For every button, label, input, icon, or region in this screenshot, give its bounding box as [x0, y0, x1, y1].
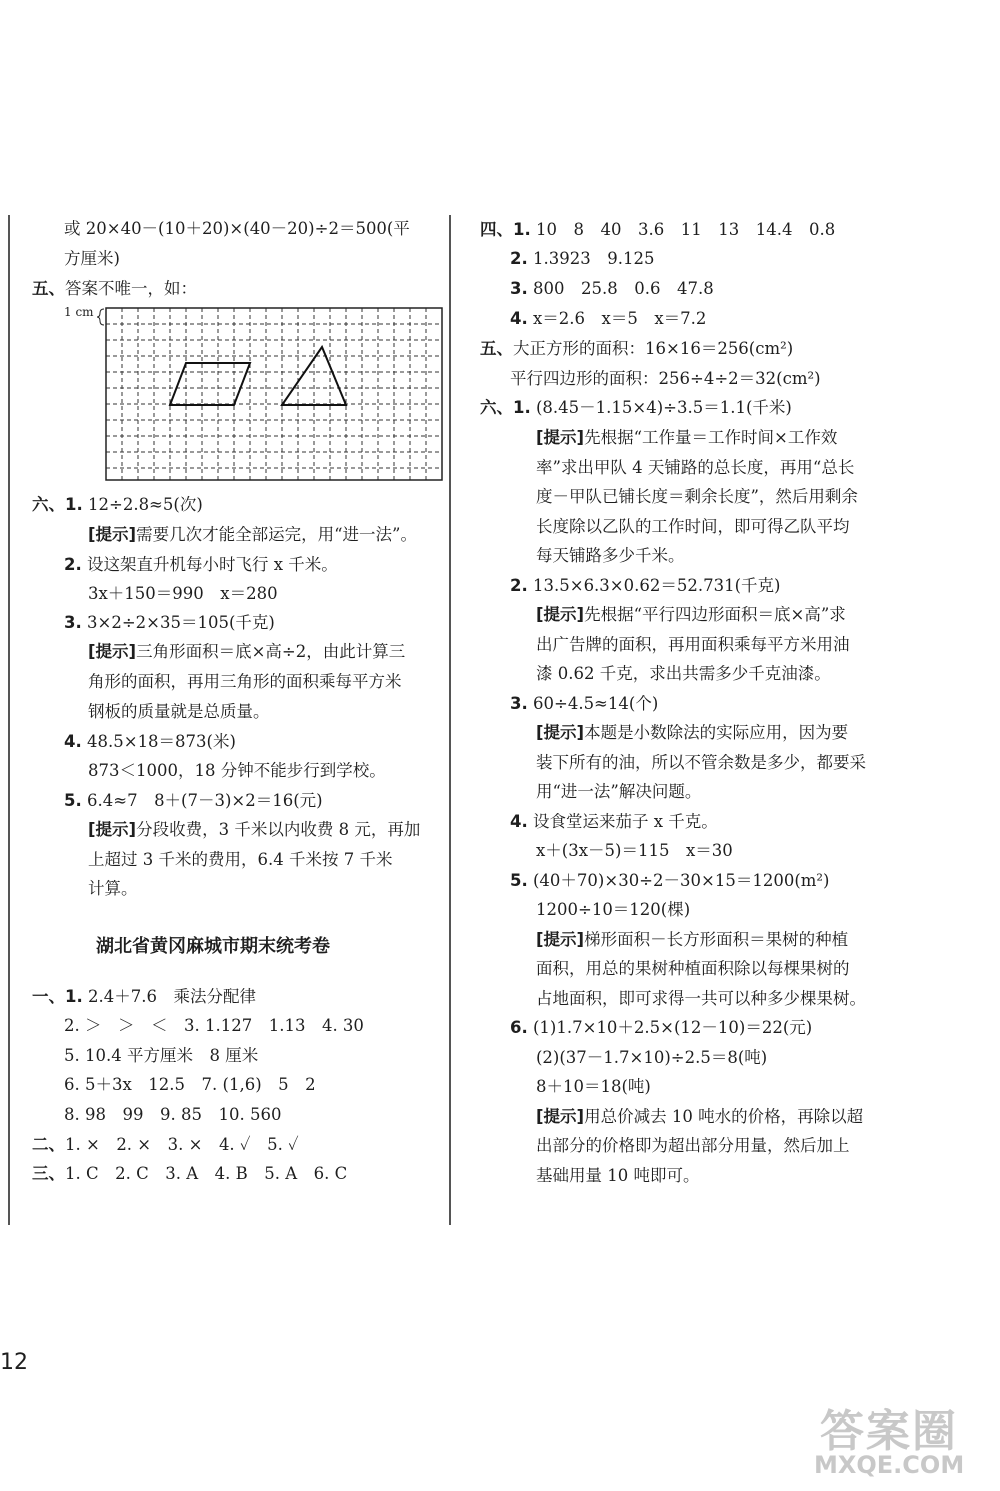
- grid-lines: [106, 308, 442, 480]
- hint-line: [88, 520, 417, 550]
- answer-line: [510, 304, 706, 334]
- section-number: 三、: [32, 1164, 65, 1183]
- answer-line: [510, 1013, 812, 1043]
- answer-text: 3×2÷2×35＝105(千克): [87, 613, 275, 632]
- hint-text: 分段收费，3 千米以内收费 8 元，再加: [136, 820, 421, 839]
- answer-line: [64, 786, 323, 816]
- answer-line: 873＜1000，18 分钟不能步行到学校。: [88, 761, 386, 780]
- exam-title: 湖北省黄冈麻城市期末统考卷: [96, 936, 330, 957]
- question-number: 3.: [510, 279, 528, 298]
- answer-line: 8＋10＝18(吨): [536, 1077, 651, 1096]
- answer-text: 12÷2.8≈5(次): [88, 495, 203, 514]
- section-number: 五、: [480, 339, 513, 358]
- answer-line: (2)(37－1.7×10)÷2.5＝8(吨): [536, 1048, 768, 1067]
- answer-text: x＝2.6 x＝5 x＝7.2: [533, 309, 707, 328]
- question-number: 六、1.: [32, 495, 83, 514]
- hint-label: [提示]: [536, 723, 585, 742]
- hint-text: 先根据“平行四边形面积＝底×高”求: [584, 605, 846, 624]
- hint-line: [536, 1102, 863, 1132]
- answer-text: 2.4＋7.6 乘法分配律: [88, 987, 256, 1006]
- answer-line: x＋(3x－5)＝115 x＝30: [536, 841, 733, 860]
- hint-line: 基础用量 10 吨即可。: [536, 1166, 700, 1185]
- hint-line: 角形的面积，再用三角形的面积乘每平方米: [88, 672, 402, 691]
- grid-scale-label: 1 cm: [64, 305, 94, 319]
- hint-line: 每天铺路多少千米。: [536, 546, 685, 565]
- hint-line: 度－甲队已铺长度＝剩余长度”，然后用剩余: [536, 487, 858, 506]
- answer-text: (1)1.7×10＋2.5×(12－10)＝22(元): [533, 1018, 813, 1037]
- hint-line: [88, 815, 420, 845]
- section-number: 二、: [32, 1135, 65, 1154]
- answer-line: [64, 608, 275, 638]
- hint-label: [提示]: [536, 930, 585, 949]
- answer-text: 设食堂运来茄子 x 千克。: [533, 812, 718, 831]
- watermark-logo: 答案圈: [820, 1406, 958, 1457]
- answer-line: [32, 982, 256, 1012]
- answer-line: [64, 550, 338, 580]
- answer-text: 13.5×6.3×0.62＝52.731(千克): [533, 576, 781, 595]
- hint-line: 出部分的价格即为超出部分用量，然后加上: [536, 1136, 850, 1155]
- watermark: [800, 1395, 995, 1487]
- hint-line: [536, 423, 837, 453]
- hint-line: [536, 925, 848, 955]
- answer-line: [510, 807, 718, 837]
- answer-text: 答案不唯一，如：: [65, 279, 197, 298]
- question-number: 5.: [510, 871, 528, 890]
- hint-line: [536, 718, 848, 748]
- hint-line: 装下所有的油，所以不管余数是多少，都要采: [536, 753, 866, 772]
- answer-line: [480, 334, 793, 364]
- answer-text: 1.3923 9.125: [533, 249, 655, 268]
- answer-text: 10 8 40 3.6 11 13 14.4 0.8: [536, 220, 836, 239]
- answer-line: [64, 727, 236, 757]
- answer-line: [32, 274, 197, 304]
- hint-line: 用“进一法”解决问题。: [536, 782, 702, 801]
- answer-line: [32, 490, 203, 520]
- scale-brace: [97, 309, 104, 325]
- hint-line: 面积，用总的果树种植面积除以每棵果树的: [536, 959, 850, 978]
- answer-text: 6.4≈7 8＋(7－3)×2＝16(元): [87, 791, 323, 810]
- answer-line: [32, 1159, 347, 1189]
- section-number: 一、1.: [32, 987, 83, 1006]
- hint-label: [提示]: [88, 525, 137, 544]
- hint-label: [提示]: [536, 428, 585, 447]
- answer-text: 1. × 2. × 3. × 4. ✓ 5. ✓: [65, 1135, 299, 1154]
- answer-text: 1. C 2. C 3. A 4. B 5. A 6. C: [65, 1164, 348, 1183]
- hint-label: [提示]: [88, 820, 137, 839]
- answer-text: 60÷4.5≈14(个): [533, 694, 659, 713]
- question-number: 2.: [64, 555, 82, 574]
- answer-line: 平行四边形的面积：256÷4÷2＝32(cm²): [510, 369, 821, 388]
- question-number: 3.: [64, 613, 82, 632]
- question-number: 3.: [510, 694, 528, 713]
- grid-svg: [64, 303, 454, 489]
- answer-line: [510, 274, 714, 304]
- hint-line: 占地面积，即可求得一共可以种多少棵果树。: [536, 989, 866, 1008]
- answer-line: 8. 98 99 9. 85 10. 560: [64, 1105, 282, 1124]
- answer-line: 3x＋150＝990 x＝280: [88, 584, 278, 603]
- answer-line: 6. 5＋3x 12.5 7. (1,6) 5 2: [64, 1075, 316, 1094]
- question-number: 4.: [510, 812, 528, 831]
- hint-line: 计算。: [88, 879, 138, 898]
- left-margin-rule: [8, 215, 10, 1225]
- question-number: 6.: [510, 1018, 528, 1037]
- answer-line: [510, 244, 654, 274]
- hint-line: 率”求出甲队 4 天铺路的总长度，再用“总长: [536, 458, 855, 477]
- hint-line: 出广告牌的面积，再用面积乘每平方米用油: [536, 635, 850, 654]
- watermark-site: MXQE.COM: [814, 1451, 965, 1479]
- hint-text: 三角形面积＝底×高÷2，由此计算三: [136, 642, 406, 661]
- answer-line: 1200÷10＝120(棵): [536, 900, 691, 919]
- hint-line: [536, 600, 846, 630]
- question-number: 4.: [510, 309, 528, 328]
- section-number: 四、1.: [480, 220, 531, 239]
- answer-line: [32, 1130, 299, 1160]
- answer-line: 5. 10.4 平方厘米 8 厘米: [64, 1046, 259, 1065]
- page-number: 12: [0, 1350, 28, 1375]
- answer-text: 48.5×18＝873(米): [87, 732, 236, 751]
- hint-label: [提示]: [536, 605, 585, 624]
- hint-label: [提示]: [536, 1107, 585, 1126]
- question-number: 2.: [510, 249, 528, 268]
- answer-text: (8.45－1.15×4)÷3.5＝1.1(千米): [536, 398, 792, 417]
- answer-text: 大正方形的面积：16×16＝256(cm²): [513, 339, 794, 358]
- grid-border: [106, 308, 442, 480]
- hint-label: [提示]: [88, 642, 137, 661]
- hint-line: [88, 637, 405, 667]
- parallelogram-shape: [170, 363, 250, 405]
- answer-line: [510, 571, 780, 601]
- answer-line: [480, 215, 835, 245]
- answer-line: 或 20×40－(10＋20)×(40－20)÷2＝500(平: [64, 219, 410, 238]
- question-number: 六、1.: [480, 398, 531, 417]
- hint-text: 需要几次才能全部运完，用“进一法”。: [136, 525, 417, 544]
- hint-line: 上超过 3 千米的费用，6.4 千米按 7 千米: [88, 850, 393, 869]
- answer-line: [510, 689, 658, 719]
- question-number: 5.: [64, 791, 82, 810]
- section-number: 五、: [32, 279, 65, 298]
- hint-line: 漆 0.62 千克，求出共需多少千克油漆。: [536, 664, 831, 683]
- answer-text: 设这架直升机每小时飞行 x 千米。: [87, 555, 338, 574]
- answer-line: 2. ＞ ＞ ＜ 3. 1.127 1.13 4. 30: [64, 1016, 364, 1035]
- hint-text: 先根据“工作量＝工作时间×工作效: [584, 428, 838, 447]
- hint-text: 本题是小数除法的实际应用，因为要: [584, 723, 849, 742]
- question-number: 4.: [64, 732, 82, 751]
- hint-line: 钢板的质量就是总质量。: [88, 702, 270, 721]
- hint-line: 长度除以乙队的工作时间，即可得乙队平均: [536, 517, 850, 536]
- answer-line: 方厘米): [64, 249, 120, 268]
- hint-text: 梯形面积－长方形面积＝果树的种植: [584, 930, 849, 949]
- question-number: 2.: [510, 576, 528, 595]
- answer-text: 800 25.8 0.6 47.8: [533, 279, 714, 298]
- grid-figure: [64, 303, 454, 489]
- hint-text: 用总价减去 10 吨水的价格，再除以超: [584, 1107, 864, 1126]
- answer-line: [510, 866, 829, 896]
- answer-line: [480, 393, 792, 423]
- answer-text: (40＋70)×30÷2－30×15＝1200(m²): [533, 871, 830, 890]
